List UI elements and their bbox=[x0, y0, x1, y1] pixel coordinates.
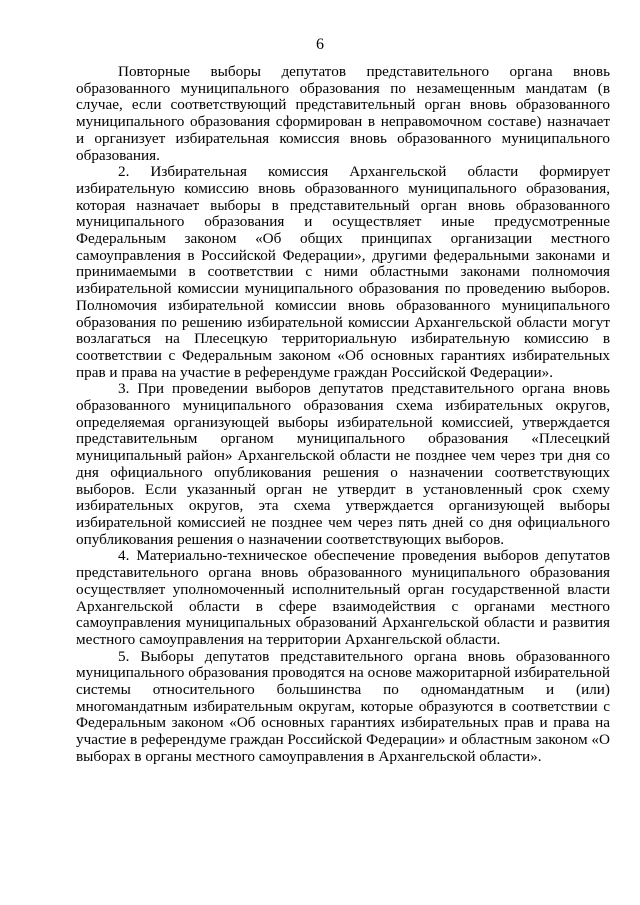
page-number: 6 bbox=[316, 36, 324, 53]
paragraph-2-election-commission: 2. Избирательная комиссия Архангельской области формирует избирательную комиссию вновь образованного муниципального образования, которая назначает выборы в представительный орган вновь образованного муниципального образования и осуществляет иные предусмотренные Федеральным законом «Об общих принципах организации местного самоуправления в Российской Федерации», другими федеральными законами и принимаемыми в соответствии с ними областными законами полномочия избирательной комиссии муниципального образования по проведению выборов. Полномочия избирательной комиссии вновь образованного муниципального образования по решению избирательной комиссии Архангельской области могут возлагаться на Плесецкую территориальную избирательную комиссию в соответствии с Федеральным законом «Об основных гарантиях избирательных прав и права на участие в референдуме граждан Российской Федерации». bbox=[76, 163, 610, 381]
document-body bbox=[76, 64, 610, 766]
paragraph-3-electoral-districts: 3. При проведении выборов депутатов представительного органа вновь образованного муниципального образования схема избирательных округов, определяемая организующей выборы избирательной комиссией, утверждается представительным органом муниципального образования «Плесецкий муниципальный район» Архангельской области не позднее чем через три дня со дня официального опубликования решения о назначении соответствующих выборов. Если указанный орган не утвердит в установленный срок схему избирательных округов, эта схема утверждается организующей выборы избирательной комиссией не позднее чем через пять дней со дня официального опубликования решения о назначении соответствующих выборов. bbox=[76, 380, 610, 548]
paragraph-5-electoral-system: 5. Выборы депутатов представительного органа вновь образованного муниципального образования проводятся на основе мажоритарной избирательной системы относительного большинства по одномандатным и (или) многомандатным избирательным округам, которые образуются в соответствии с Федеральным законом «Об основных гарантиях избирательных прав и права на участие в референдуме граждан Российской Федерации» и областным законом «О выборах в органы местного самоуправления в Архангельской области». bbox=[76, 647, 610, 765]
paragraph-repeat-elections: Повторные выборы депутатов представительного органа вновь образованного муниципального образования по незамещенным мандатам (в случае, если соответствующий представительный орган вновь образованного муниципального образования сформирован в неправомочном составе) назначает и организует избирательная комиссия вновь образованного муниципального образования. bbox=[76, 63, 610, 164]
paragraph-4-material-support: 4. Материально-техническое обеспечение проведения выборов депутатов представительного органа вновь образованного муниципального образования осуществляет уполномоченный исполнительный орган государственной власти Архангельской области в сфере взаимодействия с органами местного самоуправления муниципальных образований Архангельской области и развития местного самоуправления на территории Архангельской области. bbox=[76, 547, 610, 648]
